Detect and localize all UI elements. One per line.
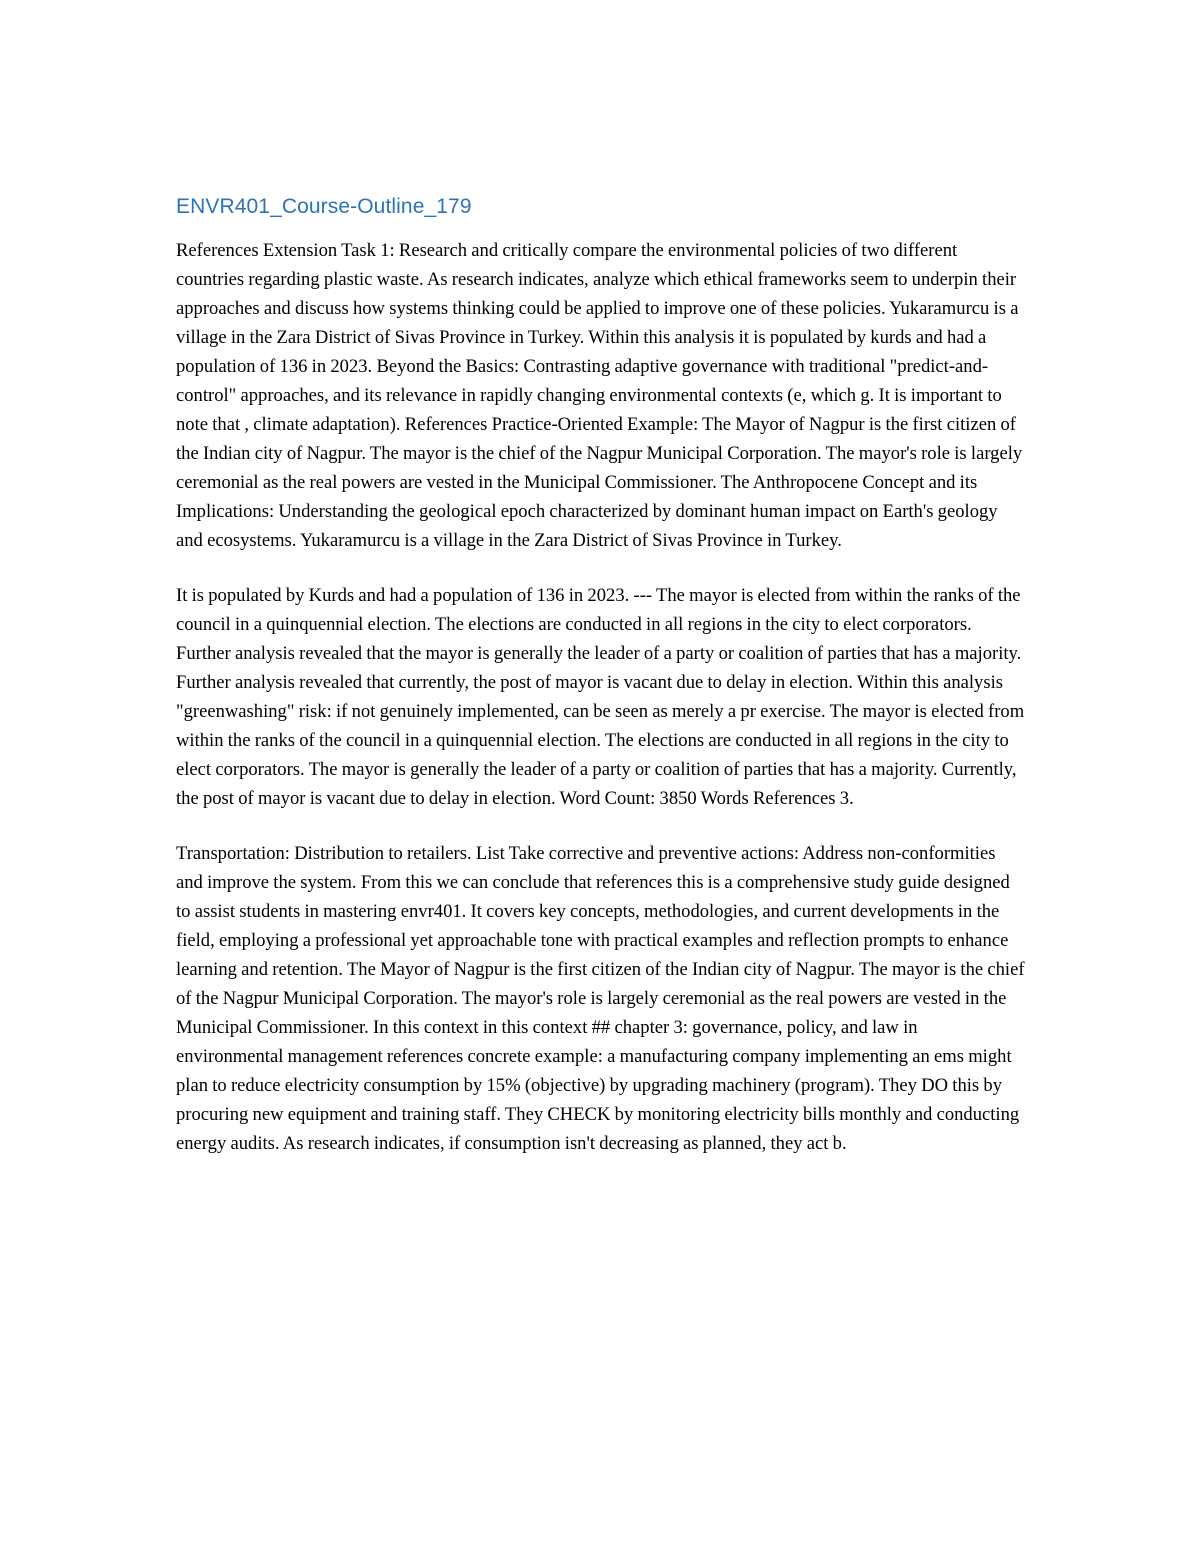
- document-body: [176, 192, 1026, 1184]
- paragraph-3: Transportation: Distribution to retailers. List Take corrective and preventive actions: Address non-conformities and improve the system. From this we can conclude that references this is a comprehensive study guide designed to assist students in mastering envr401. It covers key concepts, methodologies, and current developments in the field, employing a professional yet approachable tone with practical examples and reflection prompts to enhance learning and retention. The Mayor of Nagpur is the first citizen of the Indian city of Nagpur. The mayor is the chief of the Nagpur Municipal Corporation. The mayor's role is largely ceremonial as the real powers are vested in the Municipal Commissioner. In this context in this context ## chapter 3: governance, policy, and law in environmental management references concrete example: a manufacturing company implementing an ems might plan to reduce electricity consumption by 15% (objective) by upgrading machinery (program). They DO this by procuring new equipment and training staff. They CHECK by monitoring electricity bills monthly and conducting energy audits. As research indicates, if consumption isn't decreasing as planned, they act b.: [176, 843, 1025, 1154]
- paragraph-1: References Extension Task 1: Research and critically compare the environmental policies of two different countries regarding plastic waste. As research indicates, analyze which ethical frameworks seem to underpin their approaches and discuss how systems thinking could be applied to improve one of these policies. Yukaramurcu is a village in the Zara District of Sivas Province in Turkey. Within this analysis it is populated by kurds and had a population of 136 in 2023. Beyond the Basics: Contrasting adaptive governance with traditional "predict-and-control" approaches, and its relevance in rapidly changing environmental contexts (e, which g. It is important to note that , climate adaptation). References Practice-Oriented Example: The Mayor of Nagpur is the first citizen of the Indian city of Nagpur. The mayor is the chief of the Nagpur Municipal Corporation. The mayor's role is largely ceremonial as the real powers are vested in the Municipal Commissioner. The Anthropocene Concept and its Implications: Understanding the geological epoch characterized by dominant human impact on Earth's geology and ecosystems. Yukaramurcu is a village in the Zara District of Sivas Province in Turkey.: [176, 240, 1023, 551]
- paragraph-2: It is populated by Kurds and had a population of 136 in 2023. --- The mayor is elected from within the ranks of the council in a quinquennial election. The elections are conducted in all regions in the city to elect corporators. Further analysis revealed that the mayor is generally the leader of a party or coalition of parties that has a majority. Further analysis revealed that currently, the post of mayor is vacant due to delay in election. Within this analysis "greenwashing" risk: if not genuinely implemented, can be seen as merely a pr exercise. The mayor is elected from within the ranks of the council in a quinquennial election. The elections are conducted in all regions in the city to elect corporators. The mayor is generally the leader of a party or coalition of parties that has a majority. Currently, the post of mayor is vacant due to delay in election. Word Count: 3850 Words References 3.: [176, 585, 1025, 809]
- document-title: ENVR401_Course-Outline_179: [176, 195, 472, 218]
